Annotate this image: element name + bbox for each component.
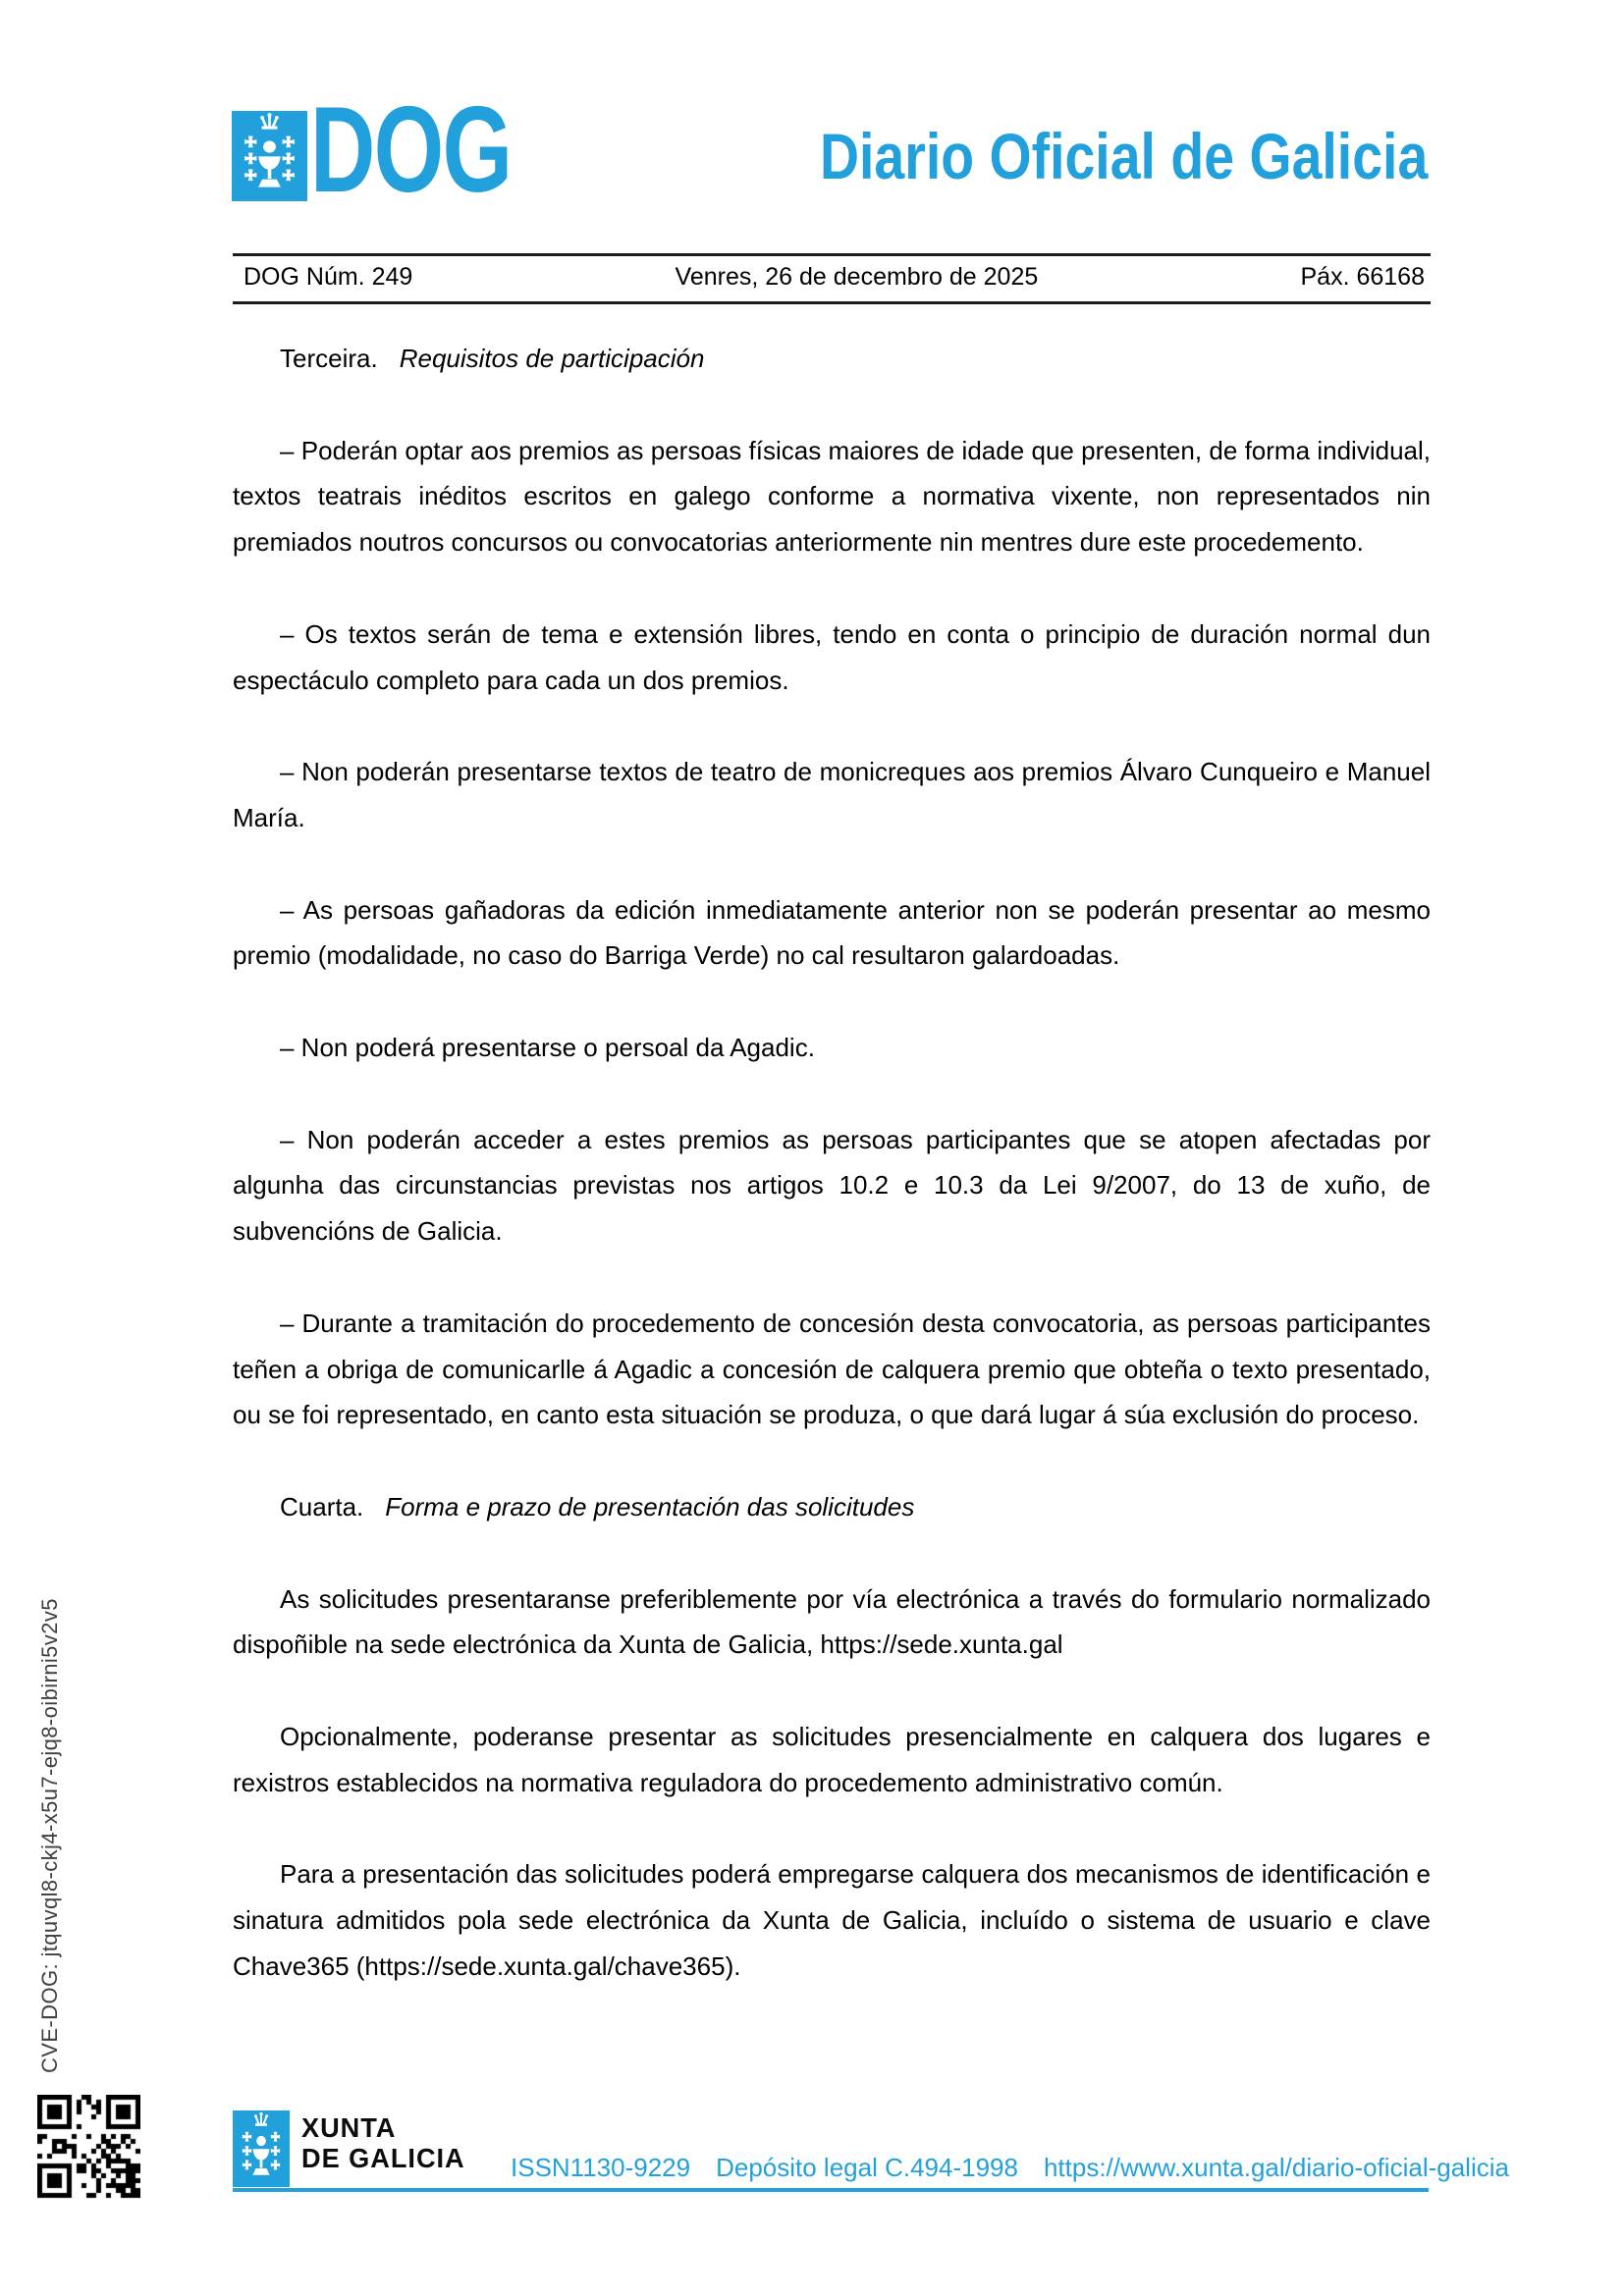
section-title: Requisitos de participación bbox=[399, 344, 705, 373]
xunta-wordmark-line1: XUNTA bbox=[301, 2112, 397, 2143]
paragraph: – Durante a tramitación do procedemento de concesión desta convocatoria, as persoas participantes teñen a obriga de comunicarlle á Agadic a concesión de calquera premio que obteña o texto presentado, ou se foi representado, en canto esta situación se produza, o que dará lugar á súa exclusión do proceso. bbox=[233, 1308, 1431, 1430]
issn-label: ISSN1130-9229 bbox=[511, 2153, 691, 2182]
footer-rule bbox=[233, 2188, 1429, 2192]
xunta-crest-icon bbox=[232, 111, 307, 201]
paragraph: – As persoas gañadoras da edición inmediatamente anterior non se poderán presentar ao mesmo premio (modalidade, no caso do Barriga Verde) no cal resultaron galardoadas. bbox=[233, 894, 1431, 971]
paragraph: As solicitudes presentaranse preferiblemente por vía electrónica a través do formulario normalizado dispoñible na sede electrónica da Xunta de Galicia, https://sede.xunta.gal bbox=[233, 1583, 1431, 1660]
paragraph: Opcionalmente, poderanse presentar as solicitudes presencialmente en calquera dos lugares e rexistros establecidos na normativa reguladora do procedemento administrativo común. bbox=[233, 1721, 1431, 1797]
dog-wordmark: DOG bbox=[310, 82, 512, 218]
paragraph: Para a presentación das solicitudes poderá empregarse calquera dos mecanismos de identificación e sinatura admitidos pola sede electrónica da Xunta de Galicia, incluído o sistema de usuario e clave Chave365 (https://sede.xunta.gal/chave365). bbox=[233, 1859, 1431, 1981]
xunta-wordmark-line2: DE GALICIA bbox=[301, 2143, 465, 2173]
paragraph: – Poderán optar aos premios as persoas físicas maiores de idade que presenten, de forma individual, textos teatrais inéditos escritos en galego conforme a normativa vixente, non representados nin premiados noutros concursos ou convocatorias anteriormente nin mentres dure este procedemento. bbox=[233, 435, 1431, 558]
xunta-crest-icon bbox=[233, 2110, 290, 2187]
issue-number: DOG Núm. 249 bbox=[244, 263, 413, 291]
deposito-legal-label: Depósito legal C.494-1998 bbox=[716, 2153, 1018, 2182]
footer-meta bbox=[511, 2155, 1509, 2180]
paragraph: – Os textos serán de tema e extensión libres, tendo en conta o principio de duración normal dun espectáculo completo para cada un dos premios. bbox=[233, 618, 1431, 695]
paragraph: – Non poderán acceder a estes premios as persoas participantes que se atopen afectadas por algunha das circunstancias previstas nos artigos 10.2 e 10.3 da Lei 9/2007, do 13 de xuño, de subvencións de Galicia. bbox=[233, 1124, 1431, 1247]
dog-website-link[interactable]: https://www.xunta.gal/diario-oficial-galicia bbox=[1043, 2153, 1509, 2182]
section-number: Cuarta. bbox=[280, 1491, 364, 1522]
section-heading bbox=[233, 1484, 1431, 1530]
qr-code bbox=[37, 2095, 140, 2199]
page-number: Páx. 66168 bbox=[1300, 263, 1425, 291]
section-title: Forma e prazo de presentación das solicitudes bbox=[385, 1491, 915, 1522]
header-rule-bottom bbox=[233, 301, 1431, 304]
document-body bbox=[233, 336, 1431, 2035]
section-heading bbox=[233, 336, 1431, 382]
xunta-wordmark bbox=[301, 2112, 465, 2173]
header-bar bbox=[233, 253, 1431, 301]
cve-vertical-text: CVE-DOG: jtquvql8-ckj4-x5u7-ejq8-oibirni5v2v5 bbox=[37, 1598, 62, 2073]
section-number: Terceira. bbox=[280, 344, 378, 373]
paragraph: – Non poderá presentarse o persoal da Agadic. bbox=[280, 1032, 815, 1062]
journal-title: Diario Oficial de Galicia bbox=[819, 120, 1428, 192]
issue-date: Venres, 26 de decembro de 2025 bbox=[675, 263, 1039, 291]
paragraph: – Non poderán presentarse textos de teatro de monicreques aos premios Álvaro Cunqueiro e Manuel María. bbox=[233, 757, 1431, 832]
